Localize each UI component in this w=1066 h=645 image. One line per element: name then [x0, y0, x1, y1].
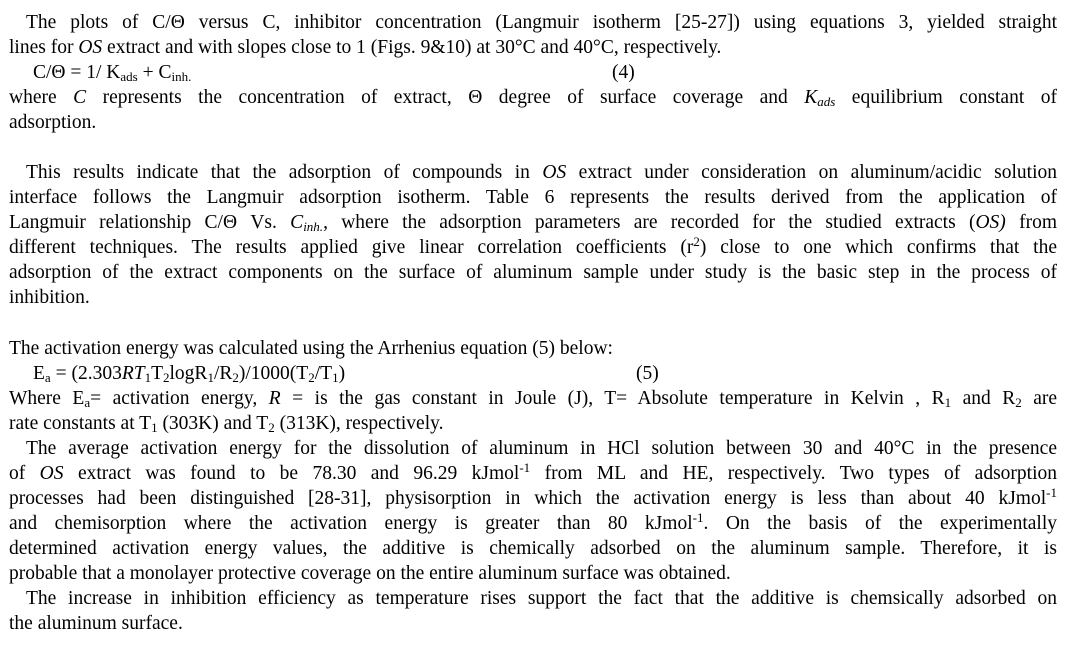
text-span: probable that a monolayer protective coverage on the entire aluminum surface was obtained. — [9, 563, 731, 584]
text-span: This results indicate that the adsorption of compounds in — [26, 162, 543, 183]
equation-5-number: (5) — [636, 363, 659, 384]
italic-span: OS — [39, 463, 64, 484]
subscript: 2 — [232, 370, 239, 385]
para2-line1 — [26, 160, 1057, 185]
equation-text: T — [151, 363, 164, 384]
text-span: and R — [951, 388, 1016, 409]
para3-line10 — [9, 561, 1057, 586]
para2-line4 — [9, 235, 1057, 260]
text-span: , where the adsorption parameters are recorded for the studied extracts ( — [323, 212, 976, 233]
text-span: from ML and HE, respectively. Two types of adsorption — [530, 463, 1057, 484]
text-span: extract and with slopes close to 1 (Figs. 9&10) at 30°C and 40°C, respectively. — [102, 37, 722, 58]
text-span: ) close to one which confirms that the — [699, 237, 1058, 258]
para1-line4 — [9, 85, 1057, 110]
italic-span: OS — [78, 37, 103, 58]
text-span: represents the concentration of extract, Θ degree of surface coverage and — [86, 87, 805, 108]
italic-span: C — [290, 212, 304, 233]
equation-4-number: (4) — [612, 62, 635, 83]
equation-text: ) — [338, 363, 346, 384]
text-span: are — [1021, 388, 1058, 409]
para3-line3 — [9, 386, 1057, 411]
para3-line9 — [9, 536, 1057, 561]
para3-line1 — [9, 336, 1057, 361]
subscript: a — [44, 370, 51, 385]
subscript: ads — [120, 69, 138, 84]
text-span: . On the basis of the experimentally — [703, 513, 1057, 534]
para1-line1-text: The plots of C/Θ versus C, inhibitor concentration (Langmuir isotherm [25-27]) using equations 3, yielded straight — [26, 12, 1057, 33]
subscript: 2 — [1015, 395, 1022, 410]
italic-span: RT — [121, 363, 145, 384]
para3-line5 — [26, 436, 1057, 461]
para4-line1 — [26, 586, 1057, 611]
superscript: -1 — [519, 460, 531, 475]
italic-span: K — [804, 87, 818, 108]
para2-line5 — [9, 260, 1057, 285]
text-span: adsorption of the extract components on the surface of aluminum sample under study is the basic step in the process of — [9, 262, 1057, 283]
text-span: (303K) and T — [157, 413, 269, 434]
equation-4 — [33, 60, 1066, 85]
para4-line2 — [9, 611, 1057, 636]
equation-text: /R — [213, 363, 233, 384]
para1-line5 — [9, 110, 1057, 135]
italic-span: C — [73, 87, 87, 108]
equation-text: E — [33, 363, 45, 384]
para2-line2 — [9, 185, 1057, 210]
text-span: where — [9, 87, 74, 108]
text-span: extract under consideration on aluminum/acidic solution — [566, 162, 1057, 183]
para2-line3 — [9, 210, 1057, 235]
text-span: extract was found to be 78.30 and 96.29 kJmol — [63, 463, 520, 484]
subscript: inh. — [171, 69, 192, 84]
para1-line2 — [9, 35, 1057, 60]
text-span: and chemisorption where the activation energy is greater than 80 kJmol — [9, 513, 693, 534]
text-span: The activation energy was calculated using the Arrhenius equation (5) below: — [9, 338, 613, 359]
para2-line6 — [9, 285, 1057, 310]
text-span: The average activation energy for the dissolution of aluminum in HCl solution between 30 and 40°C in the presence — [26, 438, 1057, 459]
superscript: -1 — [1046, 485, 1057, 500]
text-span: from — [1005, 212, 1057, 233]
text-span: The increase in inhibition efficiency as temperature rises support the fact that the additive is chemsically adsorbed on — [26, 588, 1057, 609]
text-span: determined activation energy values, the additive is chemically adsorbed on the aluminum sample. Therefore, it is — [9, 538, 1057, 559]
text-span: = activation energy, — [90, 388, 269, 409]
superscript: 2 — [693, 234, 700, 249]
text-span: processes had been distinguished [28-31], physisorption in which the activation energy is less than about 40 kJmol — [9, 488, 1047, 509]
text-span: different techniques. The results applied give linear correlation coefficients (r — [9, 237, 694, 258]
equation-text: = (2.303 — [50, 363, 122, 384]
subscript: 2 — [163, 370, 170, 385]
equation-text: C/Θ = 1/ K — [33, 62, 121, 83]
italic-span: R — [268, 388, 281, 409]
subscript: 1 — [144, 370, 152, 385]
text-span: rate constants at T — [9, 413, 152, 434]
equation-text: /T — [314, 363, 333, 384]
italic-span: OS) — [975, 212, 1006, 233]
subscript: 2 — [268, 420, 275, 435]
text-span: lines for — [9, 37, 79, 58]
text-span: of — [9, 463, 40, 484]
text-span: (313K), respectively. — [274, 413, 444, 434]
superscript: -1 — [692, 510, 704, 525]
subscript: a — [84, 395, 91, 410]
para3-line8 — [9, 511, 1057, 536]
text-span: adsorption. — [9, 112, 97, 133]
italic-span: OS — [542, 162, 567, 183]
subscript: 1 — [944, 395, 952, 410]
text-span: Langmuir relationship C/Θ Vs. — [9, 212, 291, 233]
subscript: 1 — [207, 370, 214, 385]
subscript: 2 — [308, 370, 315, 385]
equation-text: logR — [169, 363, 208, 384]
subscript: 1 — [151, 420, 158, 435]
text-span: the aluminum surface. — [9, 613, 183, 634]
text-span: inhibition. — [9, 287, 90, 308]
equation-5 — [33, 361, 1066, 386]
equation-text: + C — [137, 62, 172, 83]
equation-text: )/1000(T — [238, 363, 309, 384]
text-span: Where E — [9, 388, 85, 409]
italic-subscript: ads — [817, 94, 836, 109]
text-span: = is the gas constant in Joule (J), T= Absolute temperature in Kelvin , R — [280, 388, 945, 409]
text-span: equilibrium constant of — [835, 87, 1057, 108]
italic-subscript: inh. — [303, 219, 324, 234]
text-span: interface follows the Langmuir adsorption isotherm. Table 6 represents the results derived from the application of — [9, 187, 1057, 208]
para3-line4 — [9, 411, 1057, 436]
para3-line6 — [9, 461, 1057, 486]
para3-line7 — [9, 486, 1057, 511]
para1-line1 — [26, 10, 1057, 35]
subscript: 1 — [332, 370, 339, 385]
